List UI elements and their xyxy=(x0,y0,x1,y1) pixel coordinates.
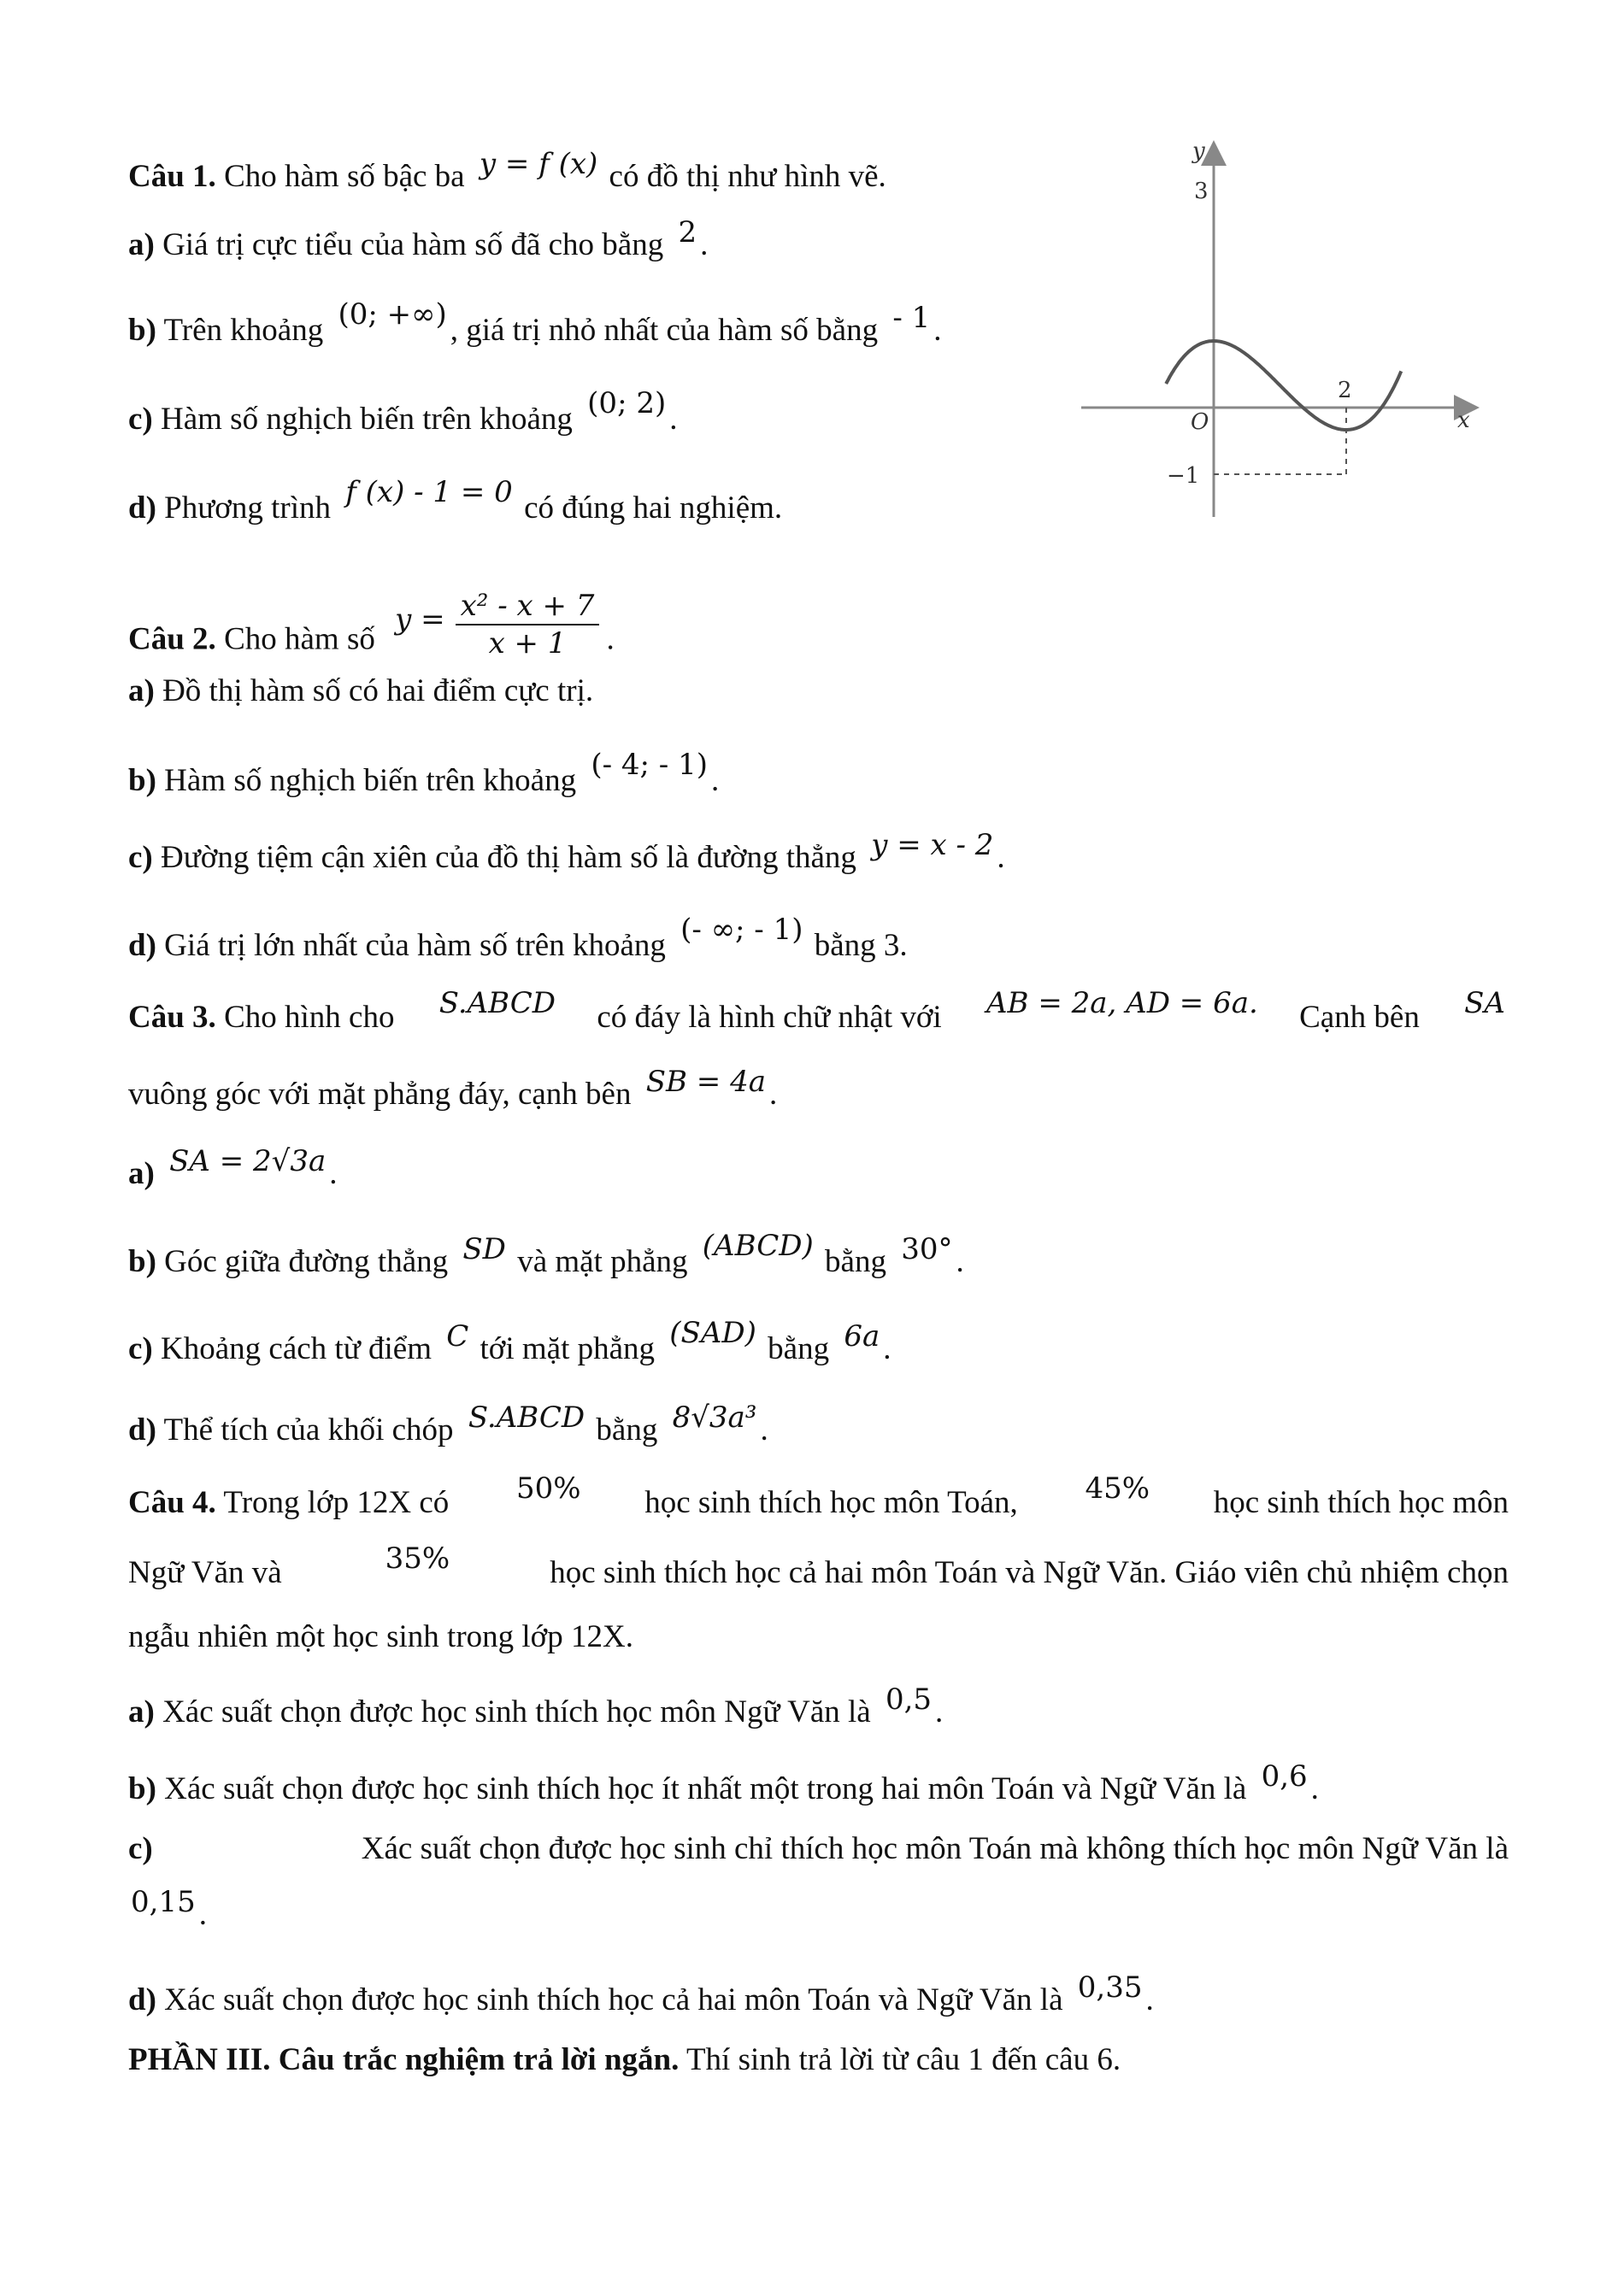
cau1-label: Câu 1. xyxy=(128,159,216,194)
option-label: c) xyxy=(128,840,153,875)
fraction-numerator: x² - x + 7 xyxy=(456,591,600,625)
stem-text: Cạnh bên xyxy=(1299,1000,1420,1035)
option-math: y = x - 2 xyxy=(871,827,994,862)
fraction xyxy=(456,588,600,661)
option-math: 0,6 xyxy=(1261,1759,1308,1794)
option-math: (0; 2) xyxy=(587,386,667,421)
stem-text: có đáy là hình chữ nhật với xyxy=(597,1000,942,1035)
option-text: Giá trị cực tiểu của hàm số đã cho bằng xyxy=(162,227,664,262)
option-text: Khoảng cách từ điểm xyxy=(161,1331,432,1366)
punct: . xyxy=(329,1156,338,1191)
option-math: C xyxy=(446,1318,469,1354)
x-min-point-label: 2 xyxy=(1338,378,1352,403)
option-math: 0,5 xyxy=(885,1682,933,1717)
fraction-lhs: y = xyxy=(395,602,445,637)
option-label: d) xyxy=(128,928,156,963)
option-label: b) xyxy=(128,1771,156,1806)
stem-math: 45% xyxy=(1085,1471,1150,1506)
option-label: c) xyxy=(128,1831,153,1866)
option-text: và mặt phẳng xyxy=(517,1244,688,1279)
option-math: 0,15 xyxy=(131,1884,196,1919)
option-label: b) xyxy=(128,763,156,798)
punct: . xyxy=(935,1694,944,1729)
cau1-b xyxy=(128,297,942,348)
option-text: tới mặt phẳng xyxy=(480,1331,656,1366)
stem-math: AB = 2a, AD = 6a. xyxy=(986,985,1258,1020)
cau3-b xyxy=(128,1229,964,1279)
y-min-label: −1 xyxy=(1167,463,1200,489)
stem-math: S.ABCD xyxy=(438,985,556,1020)
option-text: Góc giữa đường thẳng xyxy=(164,1244,449,1279)
option-text: có đúng hai nghiệm. xyxy=(524,490,783,526)
option-text: Thể tích của khối chóp xyxy=(163,1412,454,1447)
part3-title: PHẦN III. Câu trắc nghiệm trả lời ngắn. xyxy=(128,2042,680,2077)
cau2-text: Cho hàm số xyxy=(224,621,375,657)
cau1-math: y = f (x) xyxy=(479,146,598,181)
stem-text: Trong lớp 12X có xyxy=(223,1485,450,1520)
punct: . xyxy=(883,1331,891,1366)
option-text: Hàm số nghịch biến trên khoảng xyxy=(161,402,573,437)
cau1-stem xyxy=(128,146,886,194)
option-text: bằng 3. xyxy=(814,928,908,963)
cau3-stem-line2 xyxy=(128,1064,778,1112)
cau2-label: Câu 2. xyxy=(128,621,216,657)
y-max-label: 3 xyxy=(1194,179,1209,204)
option-text: bằng xyxy=(825,1244,886,1279)
option-math: (- 4; - 1) xyxy=(591,748,708,783)
part3-text: Thí sinh trả lời từ câu 1 đến câu 6. xyxy=(685,2042,1121,2077)
cau1-c xyxy=(128,386,678,437)
option-text: Xác suất chọn được học sinh thích học môn Ngữ Văn là xyxy=(162,1694,871,1729)
part3-heading xyxy=(128,2044,1121,2076)
option-label: c) xyxy=(128,402,153,437)
cubic-graph xyxy=(1081,137,1492,521)
cau4-stem-line3 xyxy=(128,1621,633,1653)
option-math: (- ∞; - 1) xyxy=(680,913,803,948)
punct: . xyxy=(606,621,615,657)
cau4-c-line2 xyxy=(131,1884,207,1932)
option-text: Giá trị lớn nhất của hàm số trên khoảng xyxy=(164,928,666,963)
cau1-d xyxy=(128,475,783,526)
cau2-c xyxy=(128,827,1005,875)
cau2-stem xyxy=(128,588,615,675)
cau1-a xyxy=(128,214,709,262)
stem-math: SA xyxy=(1464,985,1505,1020)
cau3-a xyxy=(128,1143,338,1191)
option-text: Xác suất chọn được học sinh thích học ít nhất một trong hai môn Toán và Ngữ Văn là xyxy=(164,1771,1247,1806)
stem-text: học sinh thích học cả hai môn Toán và Ngữ Văn. Giáo viên chủ nhiệm chọn xyxy=(550,1555,1509,1590)
option-label: b) xyxy=(128,313,156,348)
cau3-d xyxy=(128,1400,768,1447)
stem-text: vuông góc với mặt phẳng đáy, cạnh bên xyxy=(128,1077,632,1112)
option-text: Trên khoảng xyxy=(163,313,324,348)
stem-math: 35% xyxy=(385,1541,450,1576)
stem-text: Cho hình cho xyxy=(224,1000,395,1035)
option-text: , giá trị nhỏ nhất của hàm số bằng xyxy=(450,313,879,348)
option-math: S.ABCD xyxy=(468,1400,585,1435)
cau4-c xyxy=(128,1833,1509,1864)
cau2-d xyxy=(128,913,908,963)
punct: . xyxy=(700,227,709,262)
stem-math: 50% xyxy=(515,1471,581,1506)
punct: . xyxy=(669,402,678,437)
cau3-stem xyxy=(128,985,1509,1035)
punct: . xyxy=(198,1897,207,1932)
origin-label: O xyxy=(1191,409,1209,435)
option-math: f (x) - 1 = 0 xyxy=(345,475,513,510)
option-math: - 1 xyxy=(892,300,931,335)
punct: . xyxy=(760,1412,768,1447)
option-text: Đường tiệm cận xiên của đồ thị hàm số là đường thẳng xyxy=(161,840,856,875)
option-math: 6a xyxy=(844,1318,880,1354)
option-label: a) xyxy=(128,1156,155,1191)
cau3-c xyxy=(128,1316,891,1366)
option-label: b) xyxy=(128,1244,156,1279)
cau4-stem-line2 xyxy=(128,1541,1509,1590)
stem-text: Ngữ Văn và xyxy=(128,1555,282,1590)
option-math: 8√3a³ xyxy=(672,1400,757,1435)
option-label: d) xyxy=(128,1412,156,1447)
cau2-a xyxy=(128,675,593,707)
punct: . xyxy=(933,313,942,348)
option-math: 0,35 xyxy=(1077,1970,1143,2005)
x-axis-label: x xyxy=(1457,408,1470,433)
cau3-label: Câu 3. xyxy=(128,1000,216,1035)
option-text: Xác suất chọn được học sinh chỉ thích học môn Toán mà không thích học môn Ngữ Văn là xyxy=(361,1831,1509,1866)
option-math: SD xyxy=(462,1231,506,1266)
option-math: 30° xyxy=(901,1231,953,1266)
punct: . xyxy=(1310,1771,1319,1806)
punct: . xyxy=(1145,1982,1154,2017)
cau1-text: Cho hàm số bậc ba xyxy=(224,159,465,194)
punct: . xyxy=(769,1077,778,1112)
stem-text: học sinh thích học môn xyxy=(1213,1485,1509,1520)
option-text: Phương trình xyxy=(164,490,331,526)
option-math: 2 xyxy=(678,214,697,250)
stem-text: ngẫu nhiên một học sinh trong lớp 12X. xyxy=(128,1619,633,1654)
y-axis-label: y xyxy=(1192,138,1205,164)
option-label: a) xyxy=(128,673,155,708)
punct: . xyxy=(710,763,720,798)
option-math: SA = 2√3a xyxy=(169,1143,327,1178)
cau1-text-after: có đồ thị như hình vẽ. xyxy=(609,159,886,194)
cau4-a xyxy=(128,1682,944,1729)
cau4-label: Câu 4. xyxy=(128,1485,216,1520)
option-text: Hàm số nghịch biến trên khoảng xyxy=(164,763,577,798)
option-label: d) xyxy=(128,1982,156,2017)
punct: . xyxy=(997,840,1005,875)
option-text: bằng xyxy=(596,1412,658,1447)
option-text: bằng xyxy=(768,1331,830,1366)
option-label: d) xyxy=(128,490,156,526)
option-text: Đồ thị hàm số có hai điểm cực trị. xyxy=(162,673,594,708)
punct: . xyxy=(956,1244,964,1279)
stem-math: SB = 4a xyxy=(645,1064,767,1099)
cau4-stem xyxy=(128,1471,1509,1520)
cau4-d xyxy=(128,1970,1154,2017)
option-math: (0; +∞) xyxy=(338,297,447,332)
option-label: c) xyxy=(128,1331,153,1366)
fraction-denominator: x + 1 xyxy=(488,625,567,661)
cau4-b xyxy=(128,1759,1319,1806)
stem-text: học sinh thích học môn Toán, xyxy=(644,1485,1018,1520)
option-math: (SAD) xyxy=(669,1316,756,1351)
option-label: a) xyxy=(128,1694,155,1729)
option-text: Xác suất chọn được học sinh thích học cả hai môn Toán và Ngữ Văn là xyxy=(164,1982,1063,2017)
option-label: a) xyxy=(128,227,155,262)
cau2-b xyxy=(128,748,720,798)
option-math: (ABCD) xyxy=(702,1229,814,1264)
